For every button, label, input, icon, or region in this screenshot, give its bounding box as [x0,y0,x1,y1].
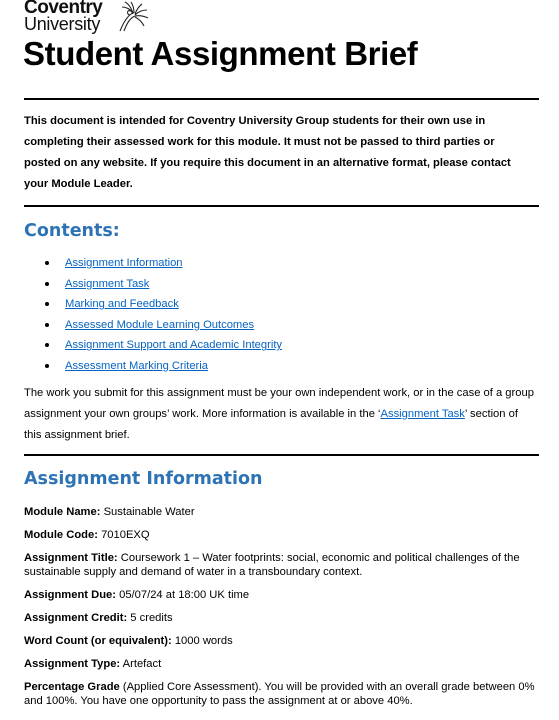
assignment-information-heading: Assignment Information [24,469,263,489]
field-label: Assignment Credit: [24,612,128,624]
phoenix-logo-icon [116,1,150,33]
contents-item [45,356,282,377]
link-assignment-task[interactable]: Assignment Task [65,277,150,290]
link-support-integrity[interactable]: Assignment Support and Academic Integrity [65,339,283,352]
bullet-icon [45,261,49,265]
contents-item [45,294,282,315]
field-label: Assignment Due: [24,589,116,601]
contents-item [45,253,282,274]
link-learning-outcomes[interactable]: Assessed Module Learning Outcomes [65,318,255,331]
bullet-icon [45,364,49,368]
logo-wordmark-line1: Coventry [24,0,103,18]
link-marking-criteria[interactable]: Assessment Marking Criteria [65,359,208,372]
bullet-icon [45,343,49,347]
field-value: Sustainable Water [100,506,195,518]
field-assignment-title [24,551,536,579]
divider [24,205,539,207]
field-module-code [24,528,536,542]
contents-item [45,274,282,295]
field-module-name [24,505,536,519]
field-value: 05/07/24 at 18:00 UK time [116,589,250,601]
contents-item [45,315,282,336]
contents-list [45,253,282,377]
field-assignment-type [24,657,536,671]
divider [24,454,539,456]
field-assignment-credit [24,611,536,625]
field-assignment-due [24,588,536,602]
field-word-count [24,634,536,648]
field-label: Module Name: [24,506,101,518]
field-percentage-grade [24,680,536,708]
field-value: (Applied Core Assessment). You will be provided with an overall grade between 0% and 100%. You have one opportunity to pass the assignment at or above 40%. [24,681,535,707]
coventry-university-logo [24,0,154,34]
bullet-icon [45,282,49,286]
field-value: 7010EXQ [97,529,150,541]
intro-text-start: The work you submit for this assignment must be your own independent work, or in the case of a group assignment your own groups’ work. More information is available in the ‘ [24,387,534,420]
field-label: Assignment Type: [24,658,121,670]
page-title: Student Assignment Brief [23,35,418,72]
field-label: Percentage Grade [24,681,120,693]
field-label: Assignment Title: [24,552,118,564]
contents-heading: Contents: [24,221,120,241]
field-value: Coursework 1 – Water footprints: social, economic and political challenges of the sustainable supply and demand of water in a transboundary context. [24,552,520,578]
field-label: Word Count (or equivalent): [24,635,172,647]
intro-text-end: ’ section of this assignment brief. [24,408,518,441]
bullet-icon [45,323,49,327]
field-value: 5 credits [127,612,173,624]
distribution-notice: This document is intended for Coventry University Group students for their own use in completing their assessed work for this module. It must not be passed to third parties or posted on any website. If you require this document in an alternative format, please contact your Module Leader. [24,115,511,190]
field-value: 1000 words [171,635,233,647]
contents-item [45,335,282,356]
field-label: Module Code: [24,529,98,541]
bullet-icon [45,302,49,306]
divider [24,98,539,100]
link-assignment-information[interactable]: Assignment Information [65,257,183,269]
intro-paragraph [24,383,534,446]
link-marking-and-feedback[interactable]: Marking and Feedback [65,298,179,311]
link-assignment-task-inline[interactable]: Assignment Task [380,408,465,420]
field-value: Artefact [120,658,162,670]
logo-wordmark-line2: University [24,14,101,34]
